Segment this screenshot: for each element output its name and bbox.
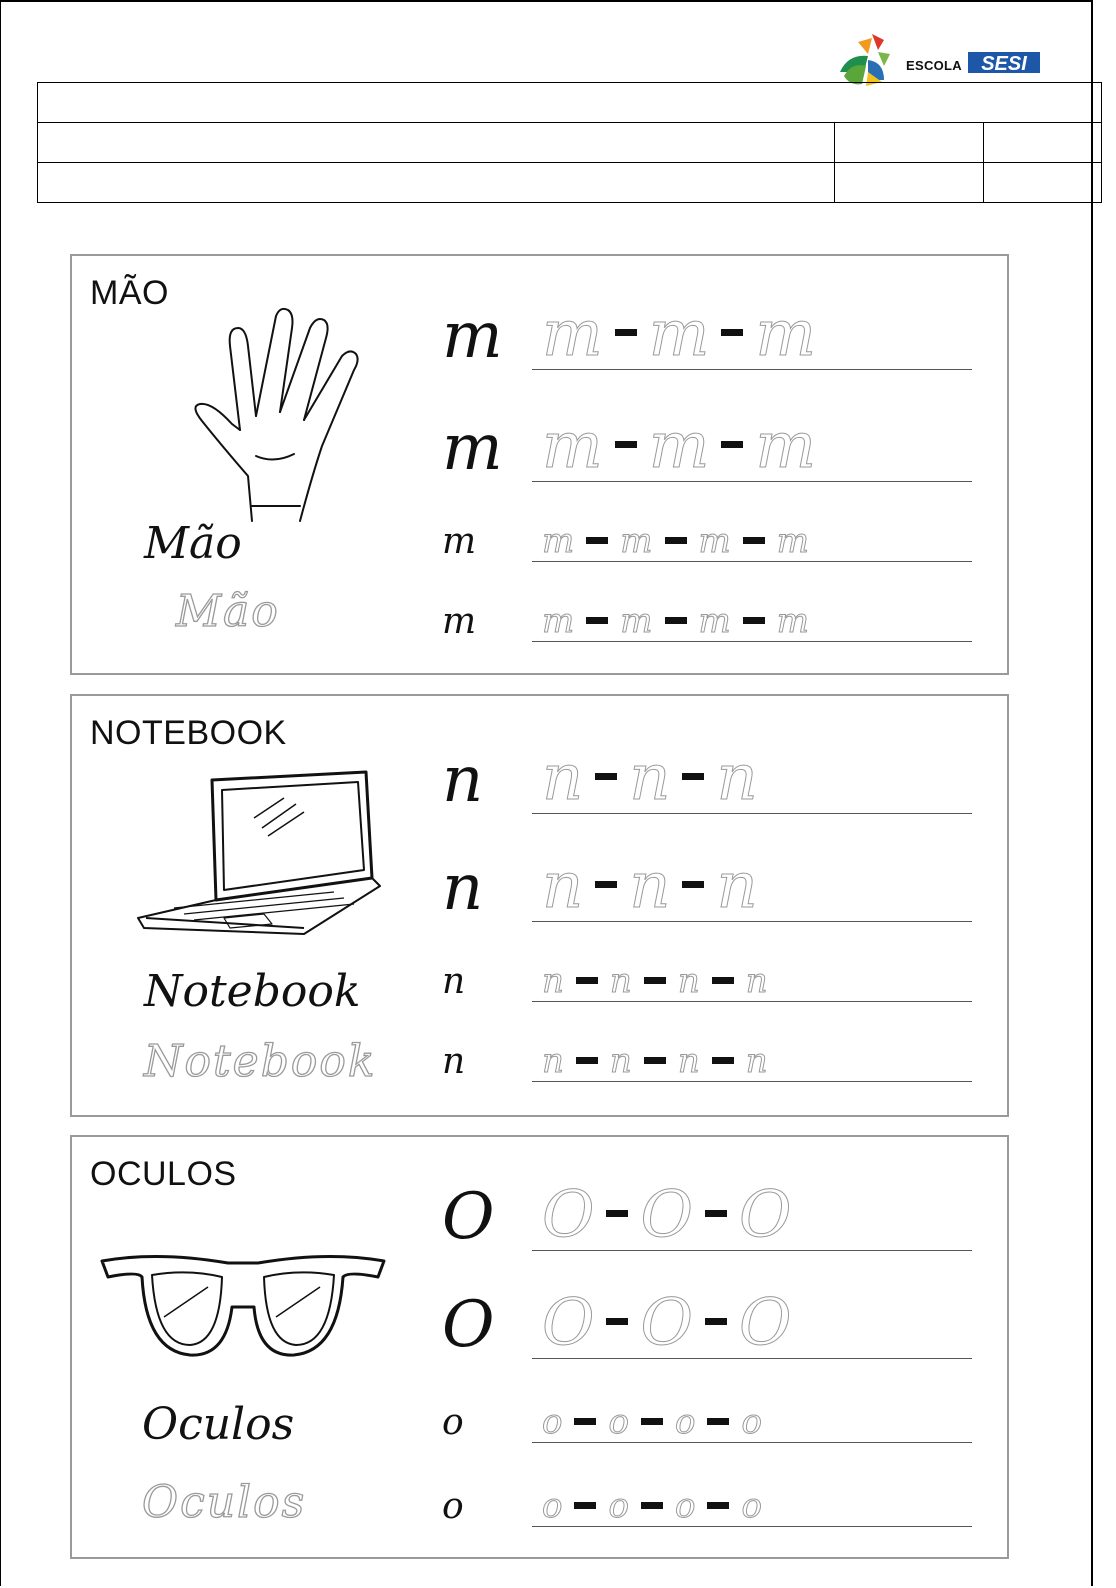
writing-line <box>532 1526 972 1527</box>
trace-letter[interactable]: O <box>738 1178 792 1252</box>
trace-letter[interactable]: n <box>716 849 758 923</box>
dash-separator <box>595 773 617 780</box>
trace-letter[interactable]: O <box>542 1178 595 1252</box>
card-title: NOTEBOOK <box>90 714 287 752</box>
practice-row <box>442 741 972 818</box>
model-letter: O <box>442 1288 495 1362</box>
model-letter: m <box>442 411 503 485</box>
dash-separator <box>615 441 637 448</box>
dash-separator <box>712 977 734 984</box>
trace-letter[interactable]: O <box>738 1286 792 1360</box>
dash-separator <box>586 617 608 624</box>
header-field-school[interactable] <box>38 83 1102 123</box>
model-letter: n <box>442 1041 466 1082</box>
model-letter: n <box>442 851 484 925</box>
practice-row <box>442 1178 972 1255</box>
model-letter: n <box>442 961 466 1002</box>
practice-row <box>442 1026 972 1086</box>
model-letter: m <box>442 521 477 562</box>
trace-letter[interactable]: m <box>755 297 817 371</box>
trace-letter[interactable]: m <box>698 601 731 641</box>
dash-separator <box>712 1057 734 1064</box>
trace-letter[interactable]: n <box>542 741 584 815</box>
trace-group[interactable] <box>542 409 962 483</box>
dash-separator <box>595 881 617 888</box>
trace-letter[interactable]: O <box>542 1286 595 1360</box>
practice-row <box>442 849 972 926</box>
trace-group[interactable] <box>542 1286 962 1360</box>
trace-letter[interactable]: n <box>542 849 584 923</box>
dash-separator <box>705 1318 727 1325</box>
trace-group[interactable] <box>542 741 962 815</box>
dash-separator <box>576 1057 598 1064</box>
hand-icon <box>182 306 372 536</box>
word-trace-mao: Mão <box>176 586 280 637</box>
trace-group[interactable] <box>542 1486 962 1526</box>
model-letter: O <box>442 1180 495 1254</box>
practice-row <box>442 1387 972 1447</box>
trace-group[interactable] <box>542 961 962 1001</box>
trace-letter[interactable]: m <box>776 521 809 561</box>
dash-separator <box>606 1210 628 1217</box>
header-field-teacher[interactable] <box>38 163 835 203</box>
card-oculos <box>70 1135 1009 1559</box>
card-title: MÃO <box>90 274 169 312</box>
trace-group[interactable] <box>542 1402 962 1442</box>
trace-letter[interactable]: O <box>640 1178 693 1252</box>
dash-separator <box>705 1210 727 1217</box>
writing-line <box>532 1081 972 1082</box>
practice-row <box>442 946 972 1006</box>
trace-letter[interactable]: m <box>542 601 575 641</box>
trace-letter[interactable]: o <box>608 1486 629 1526</box>
trace-letter[interactable]: o <box>674 1486 696 1526</box>
card-mao <box>70 254 1009 675</box>
trace-letter[interactable]: o <box>674 1402 696 1442</box>
dash-separator <box>665 617 687 624</box>
card-notebook <box>70 694 1009 1117</box>
dash-separator <box>641 1418 663 1425</box>
word-cursive-mao: Mão <box>144 518 242 569</box>
model-letter: m <box>442 299 503 373</box>
trace-letter[interactable]: n <box>609 1041 632 1081</box>
dash-separator <box>743 617 765 624</box>
trace-letter[interactable]: o <box>608 1402 629 1442</box>
trace-letter[interactable]: m <box>620 521 653 561</box>
dash-separator <box>665 537 687 544</box>
header-field-date[interactable] <box>984 123 1102 163</box>
model-letter: m <box>442 601 477 642</box>
writing-line <box>532 1001 972 1002</box>
model-letter: n <box>442 743 484 817</box>
trace-letter[interactable]: n <box>745 1041 768 1081</box>
trace-letter[interactable]: o <box>542 1402 563 1442</box>
logo-sesi-text: SESI <box>968 52 1040 76</box>
trace-letter[interactable]: n <box>609 961 632 1001</box>
word-trace-oculos: Oculos <box>142 1477 307 1528</box>
trace-letter[interactable]: n <box>677 961 700 1001</box>
dash-separator <box>574 1502 596 1509</box>
dash-separator <box>606 1318 628 1325</box>
header-field-class[interactable] <box>835 123 984 163</box>
dash-separator <box>682 881 704 888</box>
dash-separator <box>721 441 743 448</box>
trace-letter[interactable]: m <box>755 409 817 483</box>
writing-line <box>532 641 972 642</box>
trace-letter[interactable]: n <box>542 1041 564 1081</box>
trace-letter[interactable]: O <box>640 1286 693 1360</box>
word-cursive-notebook: Notebook <box>144 966 361 1017</box>
dash-separator <box>682 773 704 780</box>
trace-letter[interactable]: n <box>745 961 768 1001</box>
writing-line <box>532 1442 972 1443</box>
dash-separator <box>586 537 608 544</box>
practice-row <box>442 1286 972 1363</box>
trace-letter[interactable]: m <box>776 601 809 641</box>
trace-letter[interactable]: n <box>542 961 564 1001</box>
writing-line <box>532 561 972 562</box>
dash-separator <box>707 1418 729 1425</box>
dash-separator <box>615 329 637 336</box>
trace-letter[interactable]: o <box>542 1486 563 1526</box>
dash-separator <box>644 1057 666 1064</box>
trace-letter[interactable]: m <box>542 409 603 483</box>
word-trace-notebook: Notebook <box>144 1036 377 1087</box>
trace-group[interactable] <box>542 1041 962 1081</box>
trace-group[interactable] <box>542 601 962 641</box>
header-info-table <box>37 82 1102 203</box>
laptop-icon <box>134 768 384 938</box>
trace-letter[interactable]: m <box>620 601 653 641</box>
dash-separator <box>574 1418 596 1425</box>
trace-group[interactable] <box>542 849 962 923</box>
trace-group[interactable] <box>542 1178 962 1252</box>
dash-separator <box>576 977 598 984</box>
header-field-grade[interactable] <box>835 163 984 203</box>
trace-letter[interactable]: m <box>648 409 710 483</box>
dash-separator <box>641 1502 663 1509</box>
glasses-icon <box>98 1247 388 1367</box>
trace-letter[interactable]: o <box>741 1402 762 1442</box>
dash-separator <box>707 1502 729 1509</box>
trace-letter[interactable]: n <box>629 849 671 923</box>
trace-letter[interactable]: m <box>542 521 575 561</box>
sesi-emblem-icon <box>838 32 898 88</box>
dash-separator <box>721 329 743 336</box>
trace-letter[interactable]: m <box>648 297 710 371</box>
card-title: OCULOS <box>90 1155 237 1193</box>
logo-escola-text: ESCOLA <box>906 58 962 73</box>
trace-letter[interactable]: m <box>698 521 731 561</box>
dash-separator <box>644 977 666 984</box>
header-field-student[interactable] <box>38 123 835 163</box>
model-letter: o <box>442 1486 464 1527</box>
trace-group[interactable] <box>542 521 962 561</box>
trace-letter[interactable]: n <box>716 741 758 815</box>
practice-row <box>442 586 972 646</box>
practice-row <box>442 506 972 566</box>
header-field-number[interactable] <box>984 163 1102 203</box>
escola-sesi-logo <box>838 32 1048 88</box>
practice-row <box>442 297 972 374</box>
trace-letter[interactable]: m <box>542 297 603 371</box>
trace-group[interactable] <box>542 297 962 371</box>
practice-row <box>442 1471 972 1531</box>
dash-separator <box>743 537 765 544</box>
trace-letter[interactable]: n <box>629 741 671 815</box>
trace-letter[interactable]: n <box>677 1041 700 1081</box>
trace-letter[interactable]: o <box>741 1486 762 1526</box>
word-cursive-oculos: Oculos <box>142 1399 295 1450</box>
practice-row <box>442 409 972 486</box>
model-letter: o <box>442 1402 464 1443</box>
